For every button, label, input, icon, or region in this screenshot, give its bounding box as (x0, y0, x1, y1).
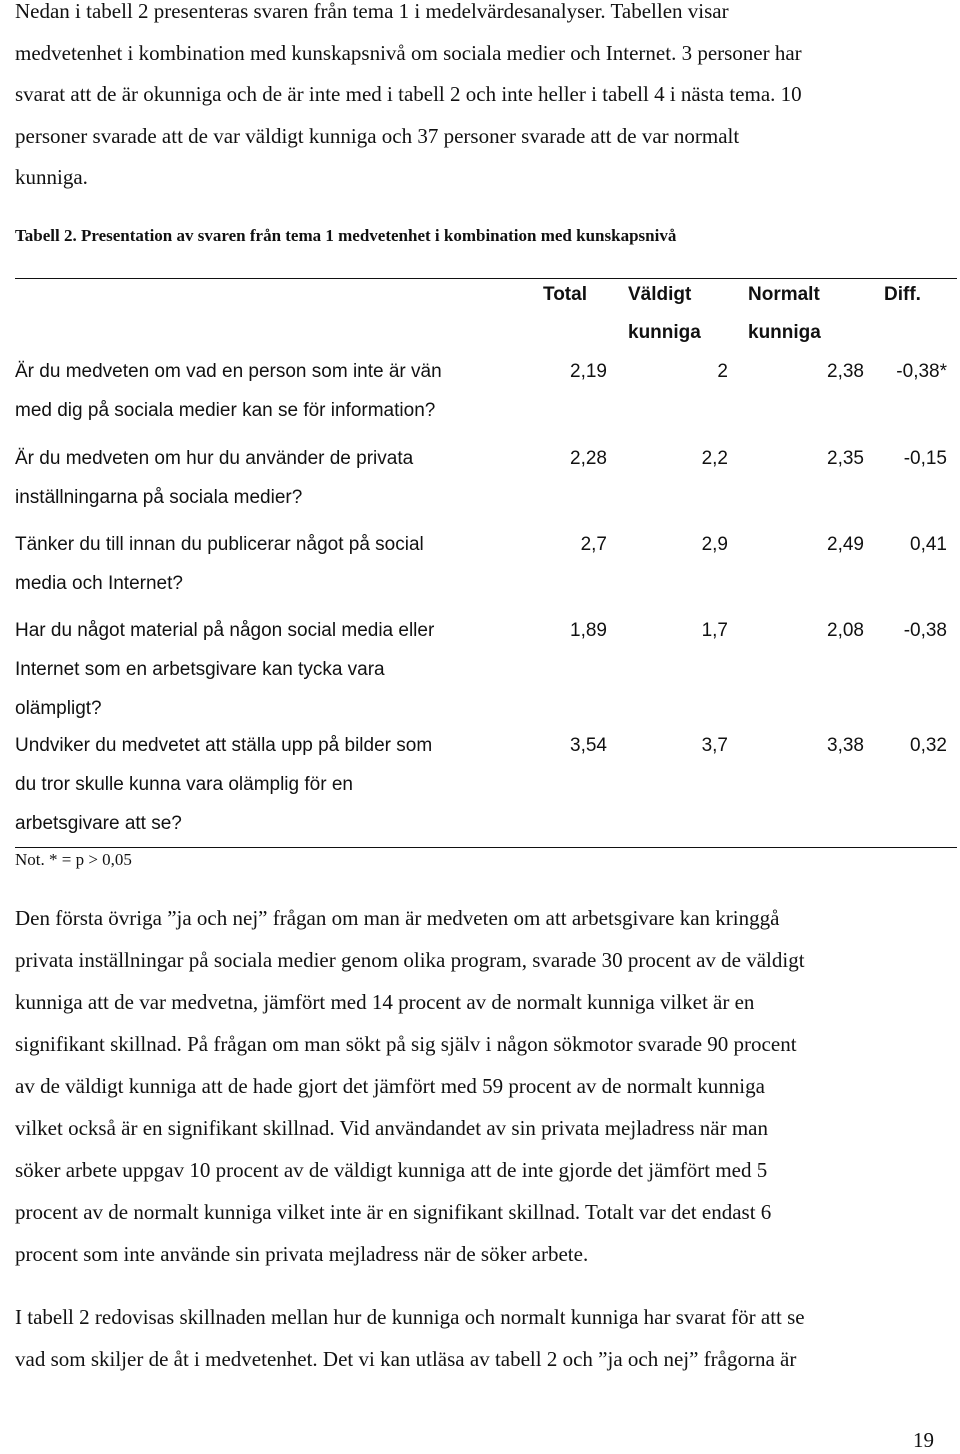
table-row-question: Är du medveten om hur du använder de privata inställningarna på sociala medier? (15, 448, 414, 508)
table-note: Not. * = p > 0,05 (15, 850, 132, 869)
intro-line: medvetenhet i kombination med kunskapsnivå om sociala medier och Internet. 3 personer har (15, 40, 802, 65)
table-row-question: Tänker du till innan du publicerar något på social media och Internet? (15, 534, 424, 594)
body-line: kunniga att de var medvetna, jämfört med 14 procent av de normalt kunniga vilket är en (15, 990, 755, 1014)
body-line: privata inställningar på sociala medier genom olika program, svarade 30 procent av de väldigt (15, 948, 805, 972)
body-line: procent av de normalt kunniga vilket inte är en signifikant skillnad. Totalt var det endast 6 (15, 1200, 772, 1224)
table-caption: Tabell 2. Presentation av svaren från tema 1 medvetenhet i kombination med kunskapsnivå (15, 226, 677, 245)
intro-line: personer svarade att de var väldigt kunniga och 37 personer svarade att de var normalt (15, 123, 740, 148)
cell-normalt: 2,38 (827, 361, 864, 382)
page-number: 19 (913, 1428, 934, 1452)
cell-total: 1,89 (570, 620, 607, 641)
cell-normalt: 2,35 (827, 448, 864, 469)
header-valdigt-kunniga: kunniga (628, 322, 701, 343)
intro-paragraph (15, 0, 950, 199)
cell-diff: -0,15 (903, 448, 947, 469)
closing-line: I tabell 2 redovisas skillnaden mellan hur de kunniga och normalt kunniga har svarat för att se (15, 1305, 805, 1329)
header-diff: Diff. (884, 284, 921, 305)
closing-line: vad som skiljer de åt i medvetenhet. Det vi kan utläsa av tabell 2 och ”ja och nej” frågorna är (15, 1347, 797, 1371)
cell-diff: 0,32 (910, 735, 947, 756)
cell-diff: -0,38 (903, 620, 947, 641)
closing-paragraph (15, 1296, 950, 1380)
table-bottom-rule (15, 847, 957, 848)
cell-diff: 0,41 (910, 534, 947, 555)
body-line: signifikant skillnad. På frågan om man sökt på sig själv i någon sökmotor svarade 90 procent (15, 1032, 797, 1056)
cell-valdigt: 2 (717, 361, 728, 382)
table-row-question: Är du medveten om vad en person som inte är vän med dig på sociala medier kan se för information? (15, 361, 442, 421)
cell-normalt: 2,08 (827, 620, 864, 641)
cell-total: 2,28 (570, 448, 607, 469)
body-line: av de väldigt kunniga att de hade gjort det jämfört med 59 procent av de normalt kunniga (15, 1074, 765, 1098)
cell-valdigt: 2,2 (701, 448, 728, 469)
cell-normalt: 3,38 (827, 735, 864, 756)
body-paragraph (15, 897, 950, 1275)
cell-total: 2,19 (570, 361, 607, 382)
cell-diff: -0,38* (896, 361, 947, 382)
intro-line: svarat att de är okunniga och de är inte med i tabell 2 och inte heller i tabell 4 i nästa tema. 10 (15, 82, 802, 107)
intro-line: Nedan i tabell 2 presenteras svaren från tema 1 i medelvärdesanalyser. Tabellen visar (15, 0, 729, 23)
table-row-question: Har du något material på någon social media eller Internet som en arbetsgivare kan tycka vara olämpligt? (15, 620, 435, 719)
header-normalt: Normalt (748, 284, 820, 305)
cell-valdigt: 2,9 (701, 534, 728, 555)
header-valdigt: Väldigt (628, 284, 692, 305)
header-normalt-kunniga: kunniga (748, 322, 821, 343)
body-line: vilket också är en signifikant skillnad. Vid användandet av sin privata mejladress när man (15, 1116, 768, 1140)
body-line: Den första övriga ”ja och nej” frågan om man är medveten om att arbetsgivare kan kringgå (15, 906, 780, 930)
header-total: Total (543, 284, 587, 305)
intro-line: kunniga. (15, 165, 88, 190)
cell-valdigt: 1,7 (701, 620, 728, 641)
body-line: söker arbete uppgav 10 procent av de väldigt kunniga att de inte gjorde det jämfört med 5 (15, 1158, 768, 1182)
cell-total: 3,54 (570, 735, 607, 756)
cell-total: 2,7 (580, 534, 607, 555)
cell-valdigt: 3,7 (701, 735, 728, 756)
cell-normalt: 2,49 (827, 534, 864, 555)
table-row-question: Undviker du medvetet att ställa upp på bilder som du tror skulle kunna vara olämplig för en arbetsgivare att se? (15, 735, 433, 834)
body-line: procent som inte använde sin privata mejladress när de söker arbete. (15, 1242, 589, 1266)
